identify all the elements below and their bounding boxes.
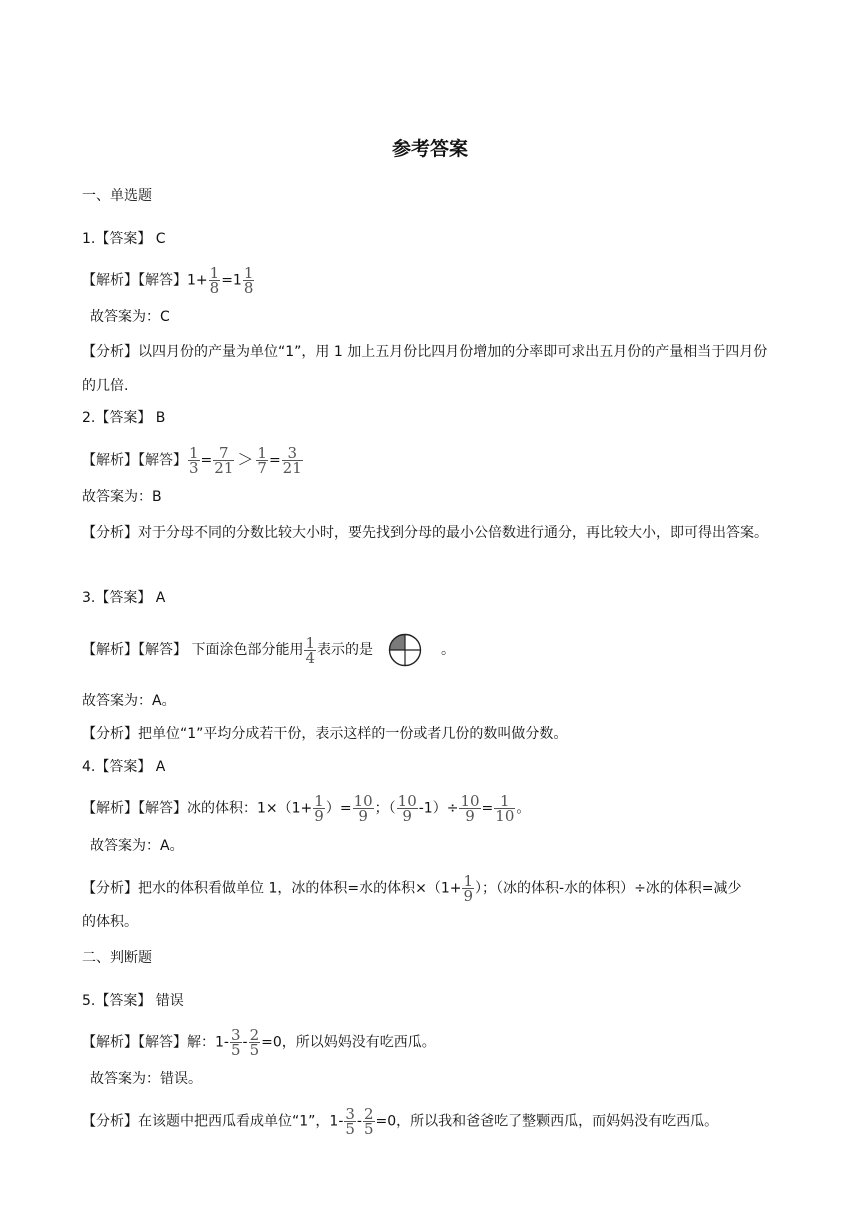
q3-solution <box>82 632 780 668</box>
q5-minus: - <box>242 1034 248 1051</box>
q4-analysis-b: ）；（冰的体积-水的体积）÷冰的体积=减少 <box>475 880 742 897</box>
q5-analysis-fraction-2: $\frac{2}{5}$ <box>363 1105 374 1138</box>
q4-solution <box>82 794 780 823</box>
q5-analysis-fraction-1: $\frac{3}{5}$ <box>345 1105 355 1138</box>
q5-solution-end: =0，所以妈妈没有吃西瓜。 <box>261 1034 436 1051</box>
q5-analysis-a: 【分析】在该题中把西瓜看成单位“1”，1- <box>82 1113 344 1130</box>
q5-solution-prefix: 【解析】【解答】解：1- <box>82 1034 229 1051</box>
quarter-shaded-circle-icon <box>381 632 429 668</box>
q4-analysis-cont: 的体积。 <box>82 914 138 930</box>
q1-eq: =1 <box>221 272 242 289</box>
q1-solution-prefix: 【解析】【解答】1+ <box>82 272 208 289</box>
q4-text-4: = <box>481 800 494 817</box>
q3-solution-prefix: 【解析】【解答】 下面涂色部分能用 <box>82 642 304 658</box>
q5-conclusion: 故答案为：错误。 <box>90 1071 202 1087</box>
q5-fraction-1: $\frac{3}{5}$ <box>230 1026 241 1059</box>
q5-analysis-minus: - <box>356 1113 362 1130</box>
q2-fraction-4: $\frac{3}{21}$ <box>282 444 302 477</box>
q1-solution <box>82 266 780 295</box>
q2-answer: 2.【答案】 B <box>82 410 166 426</box>
q2-eq2: = <box>268 452 281 469</box>
q4-conclusion: 故答案为：A。 <box>90 838 184 854</box>
page-title: 参考答案 <box>391 138 468 160</box>
q2-solution <box>82 446 780 475</box>
q2-fraction-3: $\frac{1}{7}$ <box>257 444 267 477</box>
q4-fraction-1: $\frac{1}{9}$ <box>314 792 324 825</box>
q4-analysis-fraction: $\frac{1}{9}$ <box>463 872 474 905</box>
q2-fraction-2: $\frac{7}{21}$ <box>214 444 234 477</box>
q3-analysis: 【分析】把单位“1”平均分成若干份，表示这样的一份或者几份的数叫做分数。 <box>82 726 568 742</box>
q2-greater-than: ＞ <box>237 449 254 469</box>
section-heading-true-false: 二、判断题 <box>82 950 152 966</box>
q3-solution-end: 。 <box>441 642 455 658</box>
q4-fraction-5: $\frac{1}{10}$ <box>495 792 515 825</box>
q4-text-2: ；（ <box>374 800 396 817</box>
q5-analysis <box>82 1107 780 1136</box>
q3-answer: 3.【答案】 A <box>82 590 166 606</box>
q3-fraction-1: $\frac{1}{4}$ <box>305 633 315 667</box>
q4-analysis <box>82 874 780 903</box>
q2-solution-prefix: 【解析】【解答】 <box>82 452 187 469</box>
q4-fraction-3: $\frac{10}{9}$ <box>397 792 417 825</box>
q1-fraction-1: $\frac{1}{8}$ <box>209 264 220 297</box>
q1-fraction-2: $\frac{1}{8}$ <box>243 264 254 297</box>
q2-fraction-1: $\frac{1}{3}$ <box>189 444 199 477</box>
q2-eq1: = <box>200 452 213 469</box>
section-heading-single-choice: 一、单选题 <box>82 188 152 204</box>
q5-analysis-b: =0，所以我和爸爸吃了整颗西瓜，而妈妈没有吃西瓜。 <box>375 1113 719 1130</box>
q2-analysis: 【分析】对于分母不同的分数比较大小时，要先找到分母的最小公倍数进行通分，再比较大小，即可得出答案。 <box>82 525 768 541</box>
q1-answer: 1.【答案】 C <box>82 231 166 247</box>
q4-answer: 4.【答案】 A <box>82 759 166 775</box>
q4-fraction-4: $\frac{10}{9}$ <box>460 792 480 825</box>
q3-conclusion: 故答案为：A。 <box>82 693 176 709</box>
q4-text-1: ）= <box>325 800 352 817</box>
q1-conclusion: 故答案为：C <box>90 309 170 325</box>
q5-fraction-2: $\frac{2}{5}$ <box>249 1026 260 1059</box>
q4-text-3: -1）÷ <box>418 800 459 817</box>
q4-solution-prefix: 【解析】【解答】冰的体积：1×（1+ <box>82 800 313 817</box>
q5-solution <box>82 1028 780 1057</box>
q4-analysis-a: 【分析】把水的体积看做单位 1，冰的体积=水的体积×（1+ <box>82 880 462 897</box>
q1-analysis: 【分析】以四月份的产量为单位“1”，用 1 加上五月份比四月份增加的分率即可求出五月份的产量相当于四月份的几倍. <box>82 344 768 394</box>
q3-solution-mid: 表示的是 <box>317 642 373 658</box>
q4-text-5: 。 <box>516 800 531 817</box>
q4-fraction-2: $\frac{10}{9}$ <box>353 792 373 825</box>
q2-conclusion: 故答案为：B <box>82 489 162 505</box>
q5-answer: 5.【答案】 错误 <box>82 993 184 1009</box>
